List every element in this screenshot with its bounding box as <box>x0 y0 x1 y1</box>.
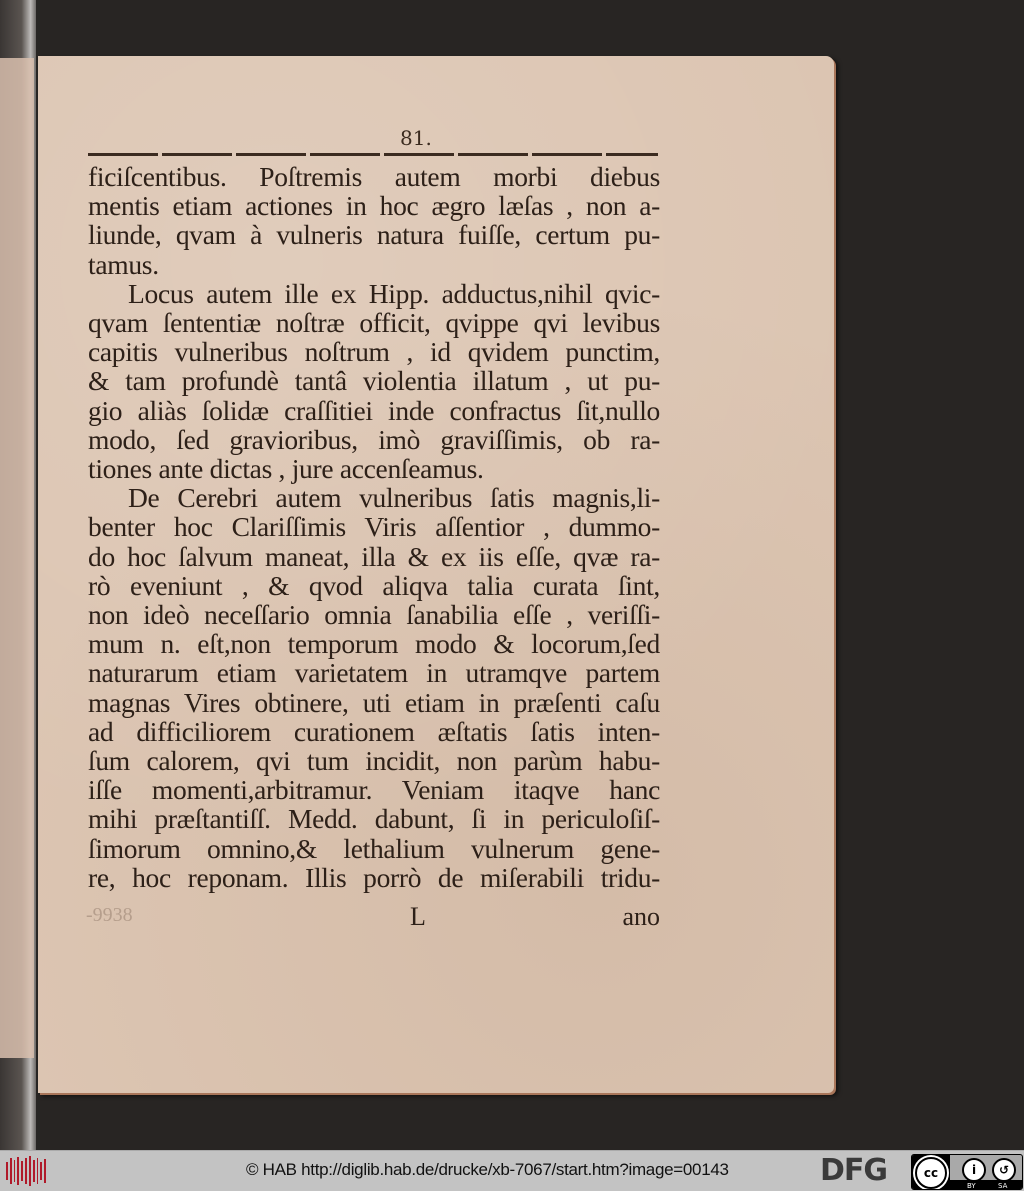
text-line: do hoc ſalvum maneat, illa & ex iis eſſe, qvæ ra- <box>88 540 660 572</box>
text-line: ſum calorem, qvi tum incidit, non parùm habu- <box>88 745 660 777</box>
catchword: ano <box>622 902 660 931</box>
page-number: 81. <box>400 126 432 150</box>
text-line: De Cerebri autem vulneribus ſatis magnis,li- <box>128 482 660 514</box>
header-rule <box>88 153 658 156</box>
page-footer-line <box>88 902 660 932</box>
text-line: tiones ante dictas , jure accenſeamus. <box>88 453 484 485</box>
text-line: mum n. eſt,non temporum modo & locorum,ſed <box>88 628 660 660</box>
text-line: modo, ſed gravioribus, imò graviſſimis, ob ra- <box>88 423 660 455</box>
text-line: capitis vulneribus noſtrum , id qvidem punctim, <box>88 336 660 368</box>
text-line: re, hoc reponam. Illis porrò de miſerabili tridu- <box>88 861 660 893</box>
book-page <box>38 56 834 1093</box>
text-line: liunde, qvam à vulneris natura fuiſſe, certum pu- <box>88 219 660 251</box>
text-line: rò eveniunt , & qvod aliqva talia curata ſint, <box>88 569 660 601</box>
bleed-through-text: -9938 <box>86 904 133 926</box>
text-line: benter hoc Clariſſimis Viris aſſentior , dummo- <box>88 511 660 543</box>
copyright-link[interactable]: © HAB http://diglib.hab.de/drucke/xb-7067/start.htm?image=00143 <box>246 1160 729 1179</box>
text-line: mihi præſtantiſſ. Medd. dabunt, ſi in periculoſiſ- <box>88 803 660 835</box>
text-line: ficiſcentibus. Poſtremis autem morbi diebus <box>88 161 660 192</box>
text-line: iſſe momenti,arbitramur. Veniam itaqve hanc <box>88 774 660 806</box>
text-line: non ideò neceſſario omnia ſanabilia eſſe , veriſſi- <box>88 599 660 631</box>
hab-logo-icon[interactable] <box>6 1156 46 1186</box>
sa-label: SA <box>998 1182 1008 1190</box>
text-line: ad difficiliorem curationem æſtatis ſatis inten- <box>88 715 660 747</box>
text-line: naturarum etiam varietatem in utramqve partem <box>88 657 660 689</box>
by-label: BY <box>967 1182 976 1190</box>
text-line: mentis etiam actiones in hoc ægro læſas , non a- <box>88 190 660 222</box>
dfg-logo[interactable]: DFG <box>820 1153 888 1188</box>
text-line: ſimorum omnino,& lethalium vulnerum gene- <box>88 832 660 864</box>
footer-bar <box>0 1150 1024 1191</box>
share-alike-icon: ↺ <box>992 1158 1016 1182</box>
signature-mark: L <box>410 902 426 931</box>
text-line: gio aliàs ſolidæ craſſitiei inde confractus ſit,nullo <box>88 394 660 426</box>
text-line: magnas Vires obtinere, uti etiam in præſenti caſu <box>88 686 660 718</box>
text-line: & tam profundè tantâ violentia illatum , ut pu- <box>88 365 660 397</box>
text-line: tamus. <box>88 248 159 280</box>
previous-page-edge <box>0 58 34 1058</box>
cc-icon: cc <box>915 1157 947 1189</box>
by-attribution-icon: i <box>962 1158 986 1182</box>
cc-license-badge[interactable] <box>911 1154 1023 1190</box>
text-line: Locus autem ille ex Hipp. adductus,nihil qvic- <box>128 277 660 309</box>
text-line: qvam ſententiæ noſtræ officit, qvippe qvi levibus <box>88 307 660 339</box>
page-text <box>88 162 660 892</box>
